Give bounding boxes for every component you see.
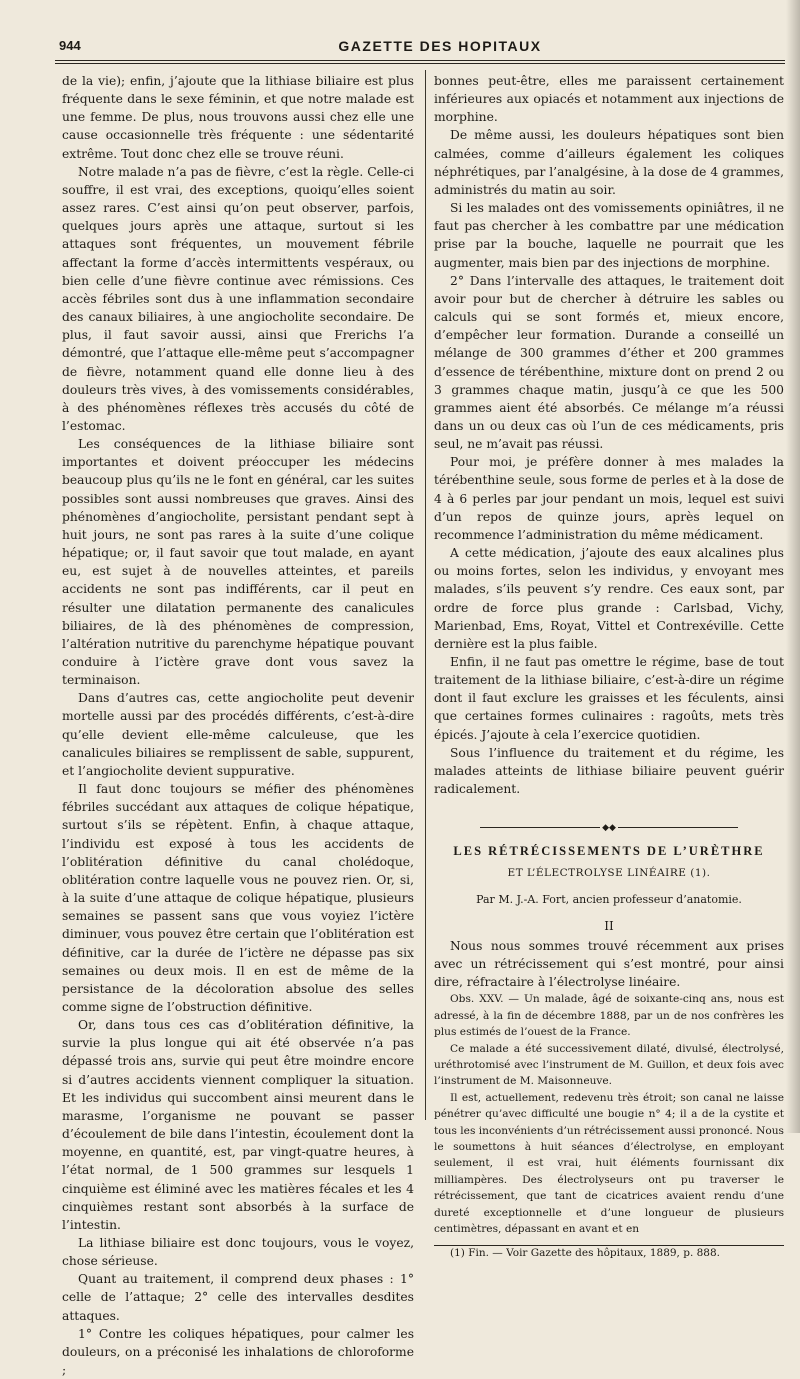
paragraph: Il faut donc toujours se méfier des phénomènes fébriles succédant aux attaques de colique hépatique, surtout s’ils se répètent. Enfin, à chaque attaque, l’individu est exposé à tous les accidents de l’oblitération définitive du canal cholédoque, oblitération contre laquelle vous ne pouvez rien. Or, si, à la suite d’une attaque de colique hépatique, plusieurs semaines se passent sans que vous voyiez l’ictère diminuer, vous pouvez être certain que l’oblitération est définitive, car la durée de l’ictère ne dépasse pas six semaines ou deux mois. Il en est de même de la persistance de la décoloration absolue des selles comme signe de l’obstruction définitive. [62, 782, 414, 1014]
article-title: LES RÉTRÉCISSEMENTS DE L’URÈTHRE [453, 844, 765, 859]
paragraph: Nous nous sommes trouvé récemment aux prises avec un rétrécissement qui s’est montré, pour ainsi dire, réfractaire à l’électrolyse linéaire. [434, 938, 784, 990]
paragraph: Pour moi, je préfère donner à mes malades la térébenthine seule, sous forme de perles et à la dose de 4 à 6 perles par jour pendant un mois, lequel est suivi d’un repos de quinze jours, après lequel on recommence l’administration du même médicament. [434, 455, 784, 542]
page-edge-shadow [786, 0, 800, 1133]
paragraph: Ce malade a été successivement dilaté, divulsé, électrolysé, uréthrotomisé avec l’instrument de M. Guillon, et deux fois avec l’instrument de M. Maisonneuve. [434, 1042, 784, 1088]
header-rule [55, 60, 785, 61]
paragraph: A cette médication, j’ajoute des eaux alcalines plus ou moins fortes, selon les individus, y envoyant mes malades, s’ils peuvent s’y rendre. Ces eaux sont, par ordre de force plus grande : Carlsbad, Vichy, Marienbad, Ems, Royat, Vittel et Contrexéville. Cette dernière est la plus faible. [434, 546, 784, 651]
paragraph: de la vie); enfin, j’ajoute que la lithiase biliaire est plus fréquente dans le sexe féminin, et que notre malade est une femme. De plus, nous trouvons aussi chez elle une cause occasionnelle très fréquente : une sédentarité extrême. Tout donc chez elle se trouve réuni. [62, 74, 414, 161]
right-column [434, 72, 784, 1261]
paragraph: Notre malade n’a pas de fièvre, c’est la règle. Celle-ci souffre, il est vrai, des exceptions, quoiqu’elles soient assez rares. C’est ainsi qu’on peut observer, parfois, quelques jours après une attaque, surtout si les attaques sont fréquentes, un mouvement fébrile affectant la forme d’accès intermittents vespéraux, ou bien celle d’une fièvre continue avec rémissions. Ces accès fébriles sont dus à une inflammation secondaire des canaux biliaires, à une angiocholite secondaire. De plus, il faut savoir aussi, ainsi que Frerichs l’a démontré, que l’attaque elle-même peut s’accompagner de fièvre, notamment quand elle donne lieu à des douleurs très vives, à des vomissements considérables, à des phénomènes réflexes très accusés du côté de l’estomac. [62, 164, 414, 433]
paragraph: bonnes peut-être, elles me paraissent certainement inférieures aux opiacés et notamment aux injections de morphine. [434, 74, 784, 125]
left-column [62, 72, 414, 1379]
article-author: Par M. J.-A. Fort, ancien professeur d’anatomie. [476, 892, 742, 906]
paragraph: Il est, actuellement, redevenu très étroit; son canal ne laisse pénétrer qu’avec difficulté une bougie n° 4; il a de la cystite et tous les inconvénients d’un rétrécissement aussi prononcé. Nous le soumettons à huit séances d’électrolyse, en employant seulement, il est vrai, huit éléments fournissant dix milliampères. Des électrolyseurs ont pu traverser le rétrécissement, que tant de cicatrices avaient rendu d’une dureté exceptionnelle et d’une longueur de plusieurs centimètres, dépassant en avant et en [434, 1091, 784, 1236]
section-ornament: ◆◆ [434, 818, 784, 826]
paragraph: 1° Contre les coliques hépatiques, pour calmer les douleurs, on a préconisé les inhalations de chloroforme ; [62, 1326, 414, 1378]
paragraph: Les conséquences de la lithiase biliaire sont importantes et doivent préoccuper les médecins beaucoup plus qu’ils ne le font en général, car les suites possibles sont aussi nombreuses que graves. Ainsi des phénomènes d’angiocholite, persistant pendant sept à huit jours, ne sont pas rares à la suite d’une colique hépatique; or, il faut savoir que tout malade, en ayant eu, est sujet à de nouvelles atteintes, et pareils accidents ne sont pas indifférents, car il peut en résulter une dilatation permanente des canalicules biliaires, de là des phénomènes de compression, l’altération nutritive du parenchyme hépatique pouvant conduire à l’ictère grave dont vous savez la terminaison. [62, 437, 414, 688]
footnote: (1) Fin. — Voir Gazette des hôpitaux, 1889, p. 888. [450, 1247, 721, 1260]
paragraph: Or, dans tous ces cas d’oblitération définitive, la survie la plus longue qui ait été observée n’a pas dépassé trois ans, survie qui peut être moindre encore si d’autres accidents viennent compliquer la situation. Et les individus qui succombent ainsi meurent dans le marasme, l’organisme ne pouvant se passer d’écoulement de bile dans l’intestin, écoulement dont la moyenne, en quantité, est, par vingt-quatre heures, à l’état normal, de 1 500 grammes sur lesquels 1 cinquième est éliminé avec les matières fécales et les 4 cinquièmes restant sont absorbés à la surface de l’intestin. [62, 1018, 414, 1232]
paragraph: Quant au traitement, il comprend deux phases : 1° celle de l’attaque; 2° celle des intervalles desdites attaques. [62, 1272, 414, 1323]
page-header [55, 36, 785, 62]
paragraph: Si les malades ont des vomissements opiniâtres, il ne faut pas chercher à les combattre par une médication prise par la bouche, laquelle ne pourrait que les augmenter, mais bien par des injections de morphine. [434, 201, 784, 270]
column-divider [425, 70, 426, 1120]
article-subtitle: ET L’ÉLECTROLYSE LINÉAIRE (1). [507, 867, 711, 880]
header-rule-thin [55, 63, 785, 64]
part-number: II [604, 918, 614, 933]
page-number: 944 [59, 38, 81, 53]
paragraph: De même aussi, les douleurs hépatiques sont bien calmées, comme d’ailleurs également les coliques néphrétiques, par l’analgésine, à la dose de 4 grammes, administrés du matin au soir. [434, 128, 784, 197]
paragraph: Sous l’influence du traitement et du régime, les malades atteints de lithiase biliaire peuvent guérir radicalement. [434, 745, 784, 797]
paragraph: 2° Dans l’intervalle des attaques, le traitement doit avoir pour but de chercher à détruire les sables ou calculs qui se sont formés et, mieux encore, d’empêcher leur formation. Durande a conseillé un mélange de 300 grammes d’éther et 200 grammes d’essence de térébenthine, mixture dont on prend 2 ou 3 grammes chaque matin, jusqu’à ce que les 500 grammes aient été absorbés. Ce mélange m’a réussi dans un ou deux cas où l’un de ces médicaments, pris seul, ne m’avait pas réussi. [434, 273, 784, 452]
paragraph: Obs. XXV. — Un malade, âgé de soixante-cinq ans, nous est adressé, à la fin de décembre 1888, par un de nos confrères les plus estimés de l’ouest de la France. [434, 993, 784, 1039]
paragraph: Dans d’autres cas, cette angiocholite peut devenir mortelle aussi par des procédés différents, c’est-à-dire qu’elle devient elle-même calculeuse, que les canalicules biliaires se remplissent de sable, suppurent, et l’angiocholite devient suppurative. [62, 691, 414, 778]
paragraph: La lithiase biliaire est donc toujours, vous le voyez, chose sérieuse. [62, 1236, 414, 1269]
journal-title: GAZETTE DES HOPITAUX [338, 38, 542, 54]
case-report [434, 991, 784, 1237]
paragraph: Enfin, il ne faut pas omettre le régime, base de tout traitement de la lithiase biliaire, c’est-à-dire un régime dont il faut exclure les graisses et les féculents, ainsi que certaines formes culinaires : ragoûts, mets très épicés. J’ajoute à cela l’exercice quotidien. [434, 655, 784, 742]
